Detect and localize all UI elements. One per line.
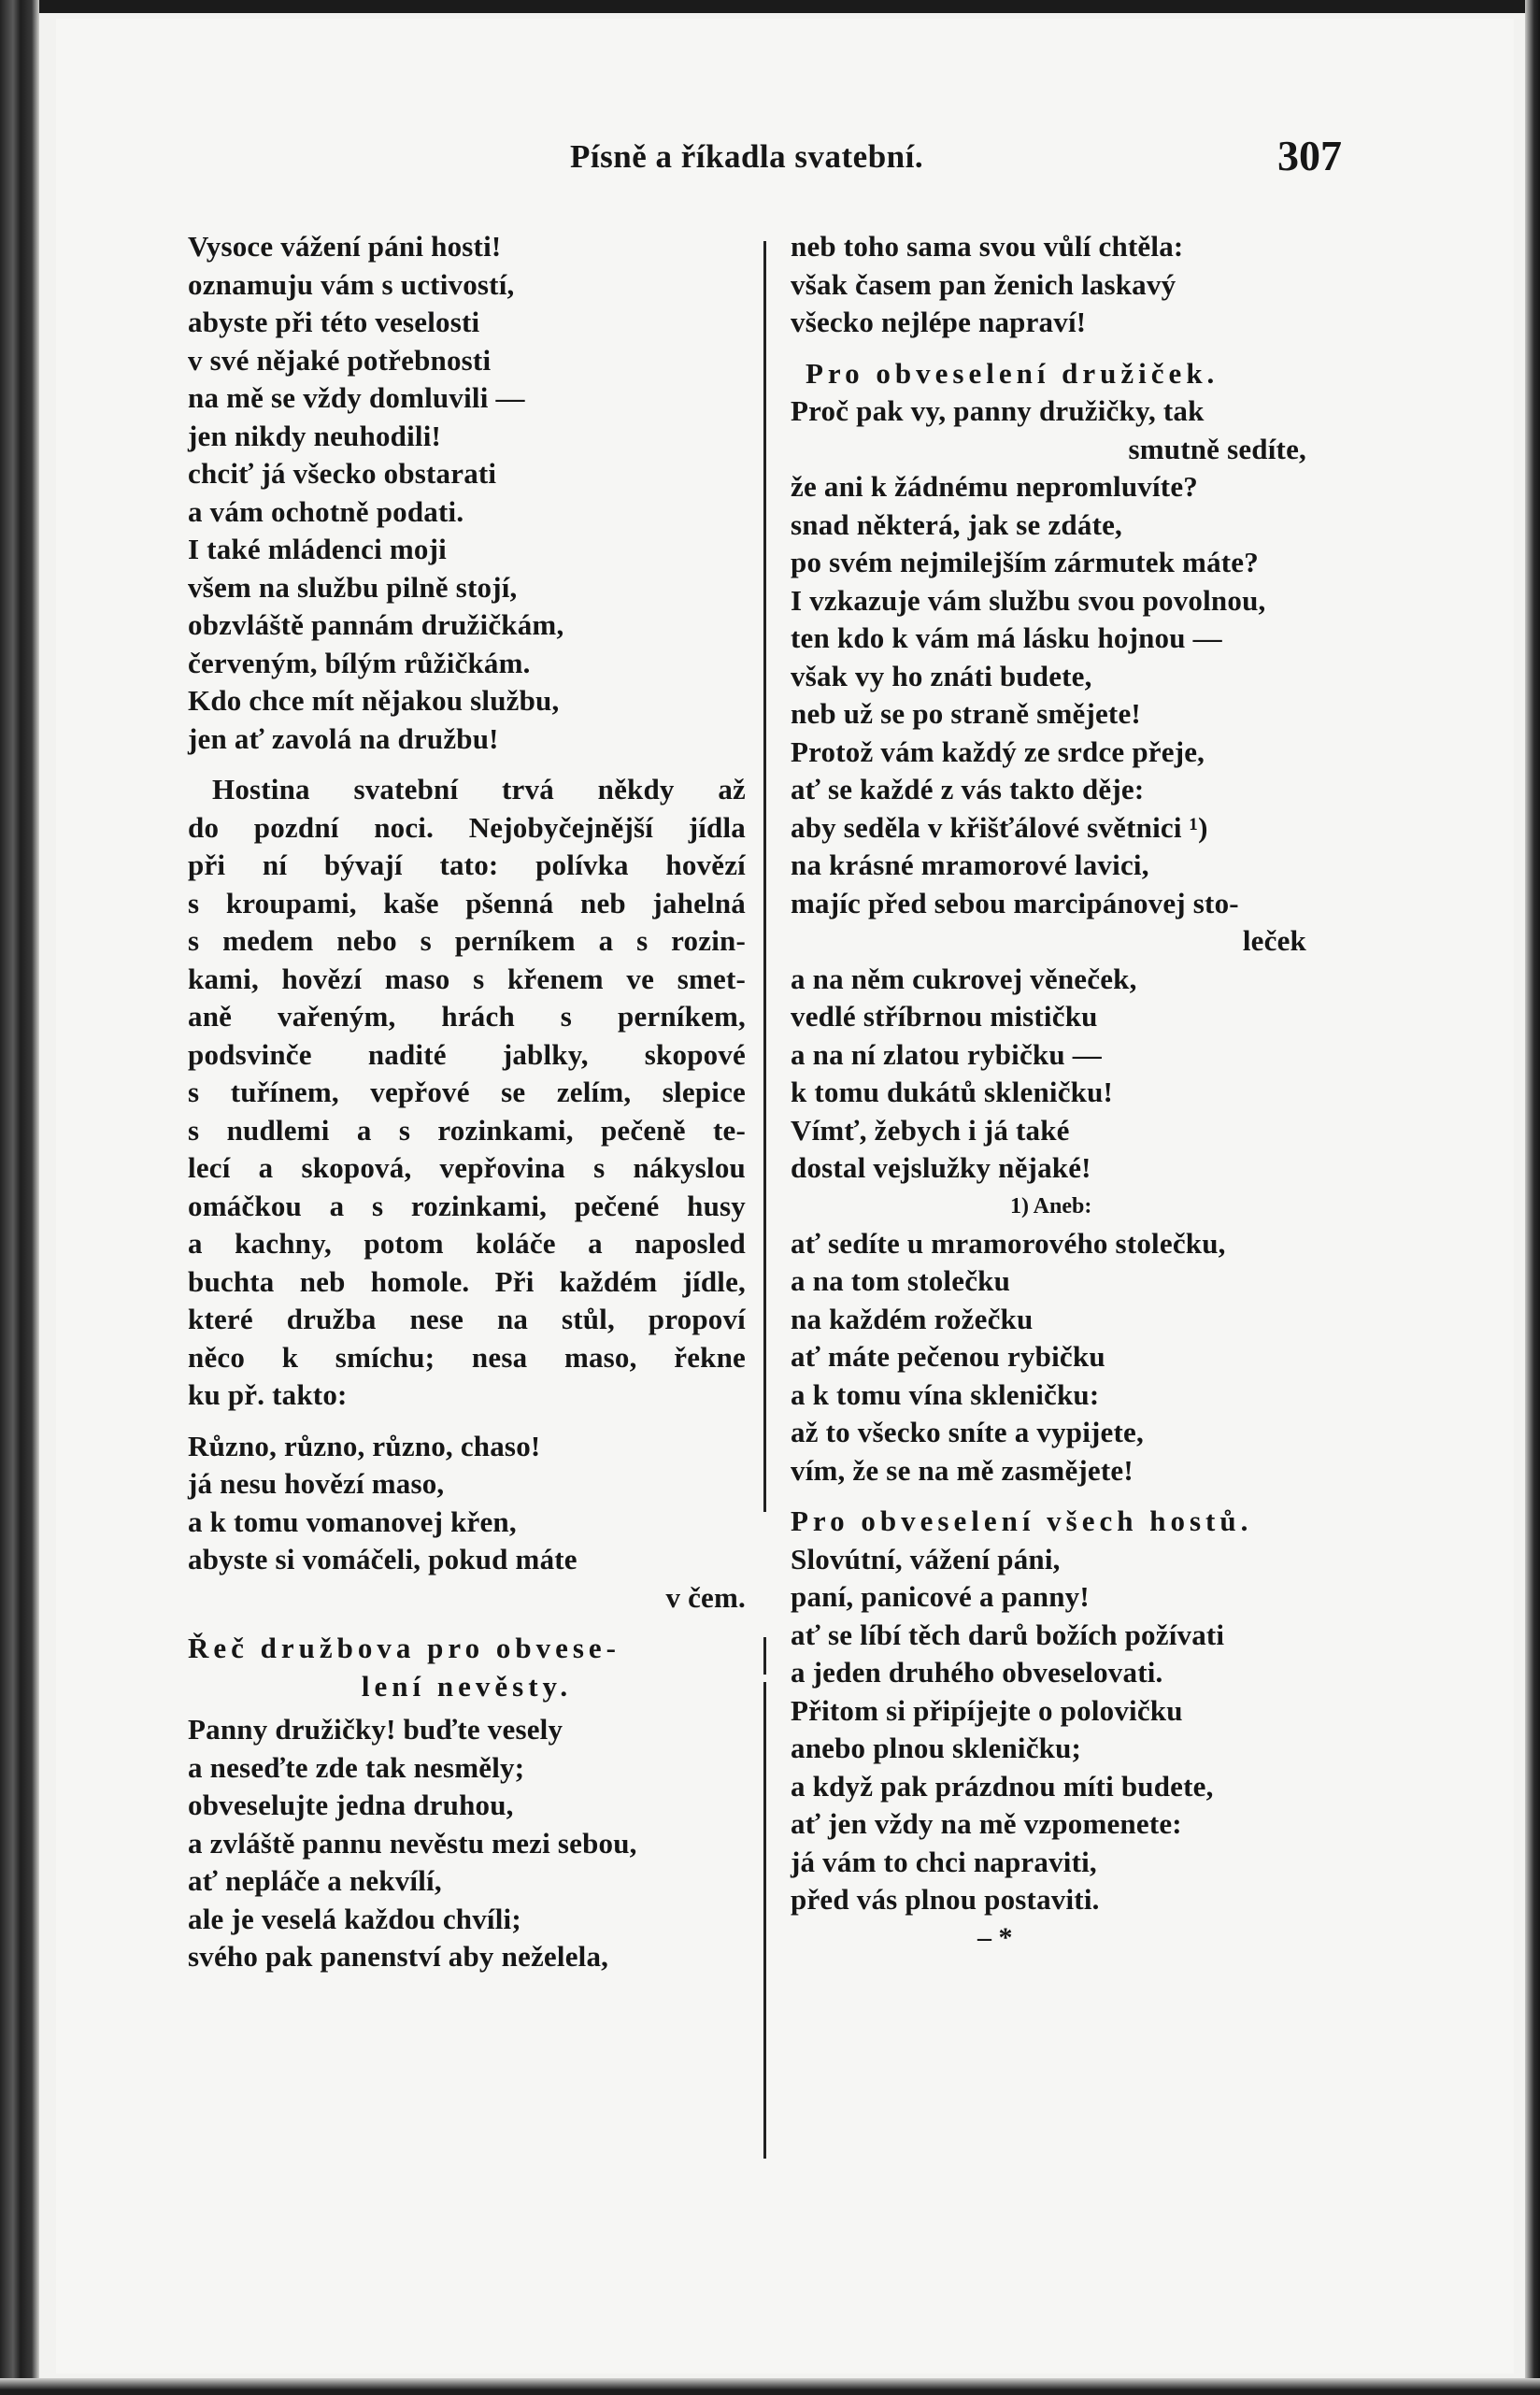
text-line: ku př. takto:: [188, 1378, 348, 1411]
text-line: však vy ho znáti budete,: [791, 659, 1092, 692]
scan-border-top: [0, 0, 1540, 13]
text-line: Panny družičky! buďte vesely: [188, 1713, 563, 1746]
text-line: jen nikdy neuhodili!: [188, 419, 442, 452]
text-line: a neseďte zde tak nesměly;: [188, 1750, 525, 1784]
text-line: ať se líbí těch darů božích požívati: [791, 1618, 1225, 1651]
text-line: I také mládenci moji: [188, 533, 447, 565]
text-line: a zvláště pannu nevěstu mezi sebou,: [188, 1826, 637, 1860]
text-line: neb už se po straně smějete!: [791, 697, 1141, 730]
verse-bridesmaids-body: [791, 468, 1344, 922]
verse-continuation: [791, 228, 1344, 342]
text-line: až to všecko sníte a vypijete,: [791, 1416, 1144, 1448]
text-line: Přitom si připíjejte o polovičku: [791, 1693, 1183, 1727]
text-line: svého pak panenství aby neželela,: [188, 1940, 609, 1973]
verse-line-tail: v čem.: [665, 1580, 746, 1614]
scan-border-right: [1525, 0, 1540, 2395]
text-line: po svém nejmilejším zármutek máte?: [791, 546, 1259, 578]
text-line: před vás plnou postaviti.: [791, 1883, 1100, 1916]
text-line: Různo, různo, různo, chaso!: [188, 1429, 541, 1462]
text-line: chciť já všecko obstarati: [188, 457, 497, 490]
text-line: s medem nebo s perníkem a s rozin-: [188, 924, 746, 957]
text-line: omáčkou a s rozinkami, pečené husy: [188, 1189, 746, 1222]
text-line: a k tomu vomanovej křen,: [188, 1504, 517, 1538]
text-line: které družba nese na stůl, propoví: [188, 1303, 746, 1335]
section-heading-bride: Řeč družbova pro obvese-: [188, 1632, 620, 1664]
text-line: podsvinče nadité jablky, skopové: [188, 1037, 746, 1071]
verse-line-tail: leček: [1242, 924, 1306, 957]
text-line: Vysoce vážení páni hosti!: [188, 230, 502, 263]
text-line: něco k smíchu; nesa maso, řekne: [188, 1340, 746, 1374]
text-line: a když pak prázdnou míti budete,: [791, 1769, 1214, 1803]
text-line: Proč pak vy, panny družičky, tak: [791, 394, 1205, 427]
text-line: však časem pan ženich laskavý: [791, 267, 1176, 301]
text-line: a na něm cukrovej věneček,: [791, 962, 1137, 995]
text-line: Slovútní, vážení páni,: [791, 1542, 1061, 1575]
text-line: Vímť, žebych i já také: [791, 1113, 1070, 1147]
left-column: [188, 228, 746, 1976]
footnote-marker: 1) Aneb:: [1010, 1193, 1092, 1219]
text-line: všem na službu pilně stojí,: [188, 570, 518, 604]
text-line: ať se každé z vás takto děje:: [791, 773, 1145, 805]
text-line: v své nějaké potřebnosti: [188, 343, 492, 377]
text-line: majíc před sebou marcipánovej sto-: [791, 886, 1239, 920]
text-line: s kroupami, kaše pšenná neb jahelná: [188, 886, 746, 920]
text-line: anebo plnou skleničku;: [791, 1732, 1082, 1764]
text-line: a vám ochotně podati.: [188, 494, 464, 528]
text-line: kami, hovězí maso s křenem ve smet-: [188, 962, 746, 995]
text-line: na krásné mramorové lavici,: [791, 848, 1149, 881]
scan-border-left: [0, 0, 39, 2395]
text-line: ten kdo k vám má lásku hojnou —: [791, 621, 1222, 654]
text-line: a na tom stolečku: [791, 1264, 1011, 1297]
verse-bridesmaids-opening: [791, 392, 1344, 431]
right-column: [791, 228, 1344, 1957]
column-rule-lower: [763, 1682, 766, 2159]
text-line: červeným, bílým růžičkám.: [188, 646, 531, 679]
text-line: ale je veselá každou chvíli;: [188, 1902, 521, 1935]
text-line: a kachny, potom koláče a naposled: [188, 1227, 746, 1260]
text-line: všecko nejlépe napraví!: [791, 306, 1087, 338]
text-line: na mě se vždy domluvili —: [188, 381, 525, 414]
footnote-verse: [791, 1225, 1344, 1490]
verse-greeting: [188, 228, 746, 758]
text-line: ať nepláče a nekvílí,: [188, 1864, 442, 1897]
text-line: já nesu hovězí maso,: [188, 1467, 445, 1500]
text-line: já vám to chci napraviti,: [791, 1845, 1097, 1878]
verse-bridesmaids: [188, 1711, 746, 1976]
section-heading-guests: Pro obveselení všech hostů.: [791, 1504, 1253, 1537]
text-line: Kdo chce mít nějakou službu,: [188, 684, 560, 717]
column-rule-upper: [763, 241, 766, 1512]
text-line: a k tomu vína skleničku:: [791, 1377, 1100, 1411]
text-line: jen ať zavolá na družbu!: [188, 721, 499, 755]
text-line: ať jen vždy na mě vzpomenete:: [791, 1807, 1182, 1840]
text-line: vedlé stříbrnou mističku: [791, 1000, 1098, 1033]
text-line: vím, že se na mě zasmějete!: [791, 1453, 1134, 1487]
page-number: 307: [1277, 132, 1342, 179]
verse-bridesmaids-end: [791, 961, 1344, 1188]
verse-guests: [791, 1541, 1344, 1919]
closing-ornaments: – *: [977, 1921, 1013, 1953]
text-line: s nudlemi a s rozinkami, pečeně te-: [188, 1113, 746, 1147]
text-line: ať máte pečenou rybičku: [791, 1340, 1105, 1373]
text-line: neb toho sama svou vůlí chtěla:: [791, 230, 1184, 263]
text-line: na každém rožečku: [791, 1302, 1034, 1335]
text-line: Hostina svatební trvá někdy až: [212, 773, 746, 805]
prose-paragraph: [188, 771, 746, 1415]
text-line: při ní bývají tato: polívka hovězí: [188, 848, 746, 881]
text-line: dostal vejslužky nějaké!: [791, 1151, 1091, 1184]
text-line: lecí a skopová, vepřovina s nákyslou: [188, 1151, 746, 1184]
text-line: I vzkazuje vám službu svou povolnou,: [791, 583, 1266, 617]
text-line: obzvláště pannám družičkám,: [188, 608, 564, 641]
text-line: obveselujte jedna druhou,: [188, 1789, 514, 1821]
text-line: k tomu dukátů skleničku!: [791, 1076, 1114, 1108]
text-line: snad některá, jak se zdáte,: [791, 507, 1122, 541]
text-line: oznamuju vám s uctivostí,: [188, 267, 515, 301]
section-heading-bridesmaids: Pro obveselení družiček.: [806, 356, 1219, 390]
section-heading-bride-cont: lení nevěsty.: [361, 1669, 573, 1703]
text-line: aně vařeným, hrách s perníkem,: [188, 1000, 746, 1033]
text-line: a na ní zlatou rybičku —: [791, 1037, 1102, 1071]
text-line: aby seděla v křišťálové světnici ¹): [791, 810, 1208, 844]
text-line: paní, panicové a panny!: [791, 1580, 1090, 1613]
text-line: ať sedíte u mramorového stolečku,: [791, 1226, 1226, 1260]
text-line: Protož vám každý ze srdce přeje,: [791, 734, 1205, 768]
text-line: a jeden druhého obveselovati.: [791, 1656, 1163, 1689]
scan-border-bottom: [0, 2378, 1540, 2395]
verse-meat-course: [188, 1428, 746, 1579]
text-line: do pozdní noci. Nejobyčejnější jídla: [188, 810, 746, 844]
verse-line-tail: smutně sedíte,: [1128, 432, 1306, 465]
text-line: že ani k žádnému nepromluvíte?: [791, 470, 1198, 503]
text-line: abyste při této veselosti: [188, 306, 480, 338]
text-line: s tuřínem, vepřové se zelím, slepice: [188, 1076, 746, 1108]
text-line: buchta neb homole. Při každém jídle,: [188, 1264, 746, 1298]
text-line: abyste si vomáčeli, pokud máte: [188, 1543, 578, 1575]
running-title: Písně a říkadla svatební.: [570, 138, 924, 175]
column-rule-mid: [763, 1637, 766, 1675]
